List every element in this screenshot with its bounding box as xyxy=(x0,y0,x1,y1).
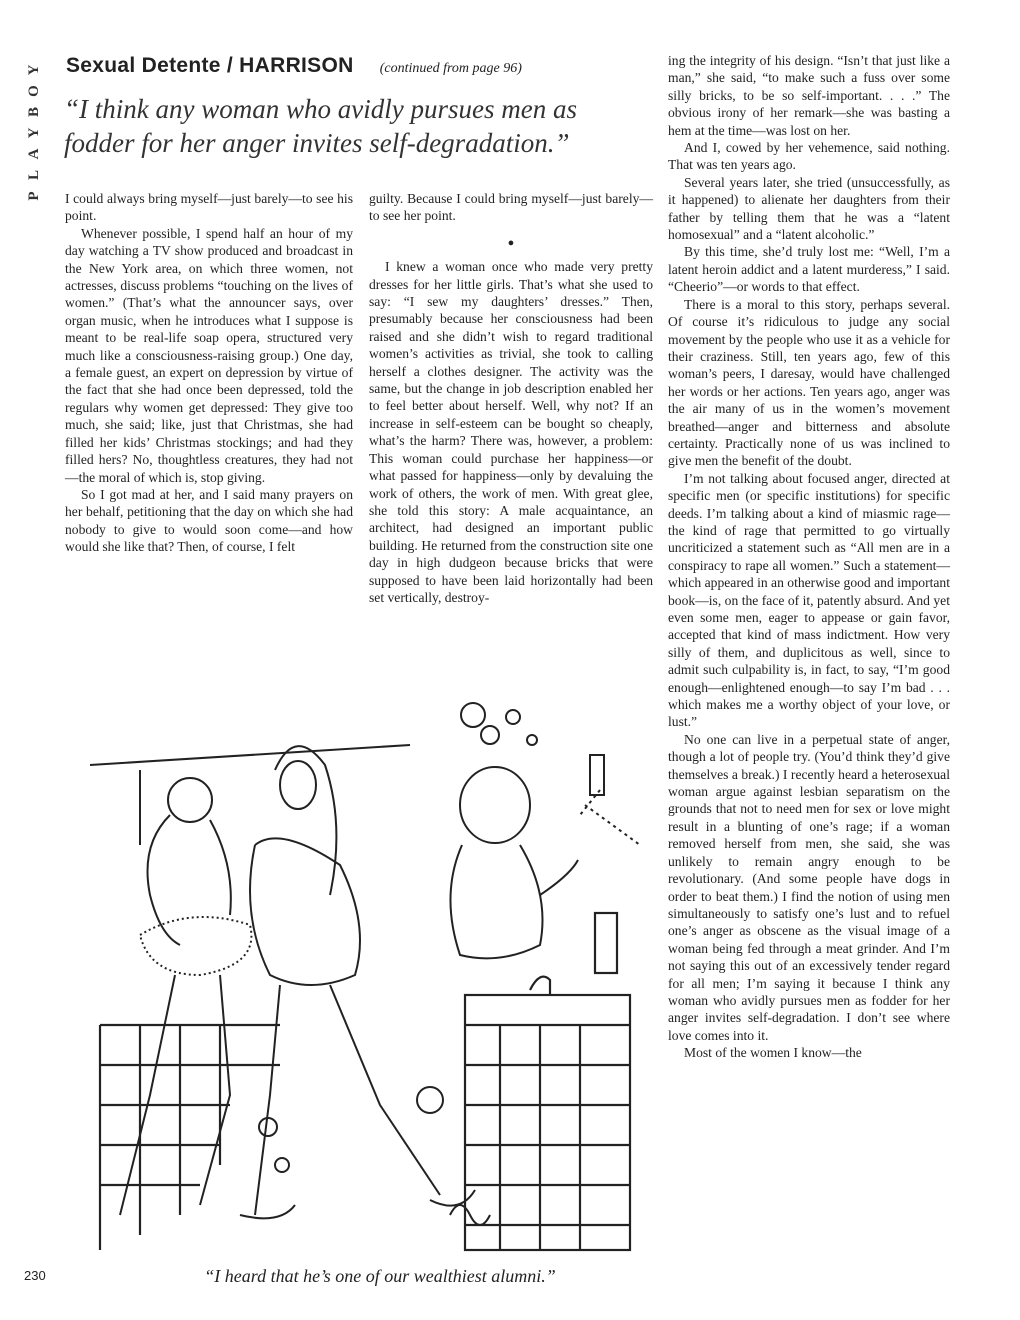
paragraph: Most of the women I know—the xyxy=(684,1045,862,1061)
bubble xyxy=(259,1118,277,1136)
continued-note: (continued from page 96) xyxy=(379,61,522,76)
column-1 xyxy=(65,190,353,556)
masthead-spine xyxy=(26,42,50,202)
showering-man xyxy=(450,755,640,958)
pull-quote: “I think any woman who avidly pursues men as fodder for her anger invites self-degradation.” xyxy=(64,94,577,158)
masthead-letter: A xyxy=(26,148,42,160)
bubble xyxy=(461,703,485,727)
bubble xyxy=(275,1158,289,1172)
masthead-letter: P xyxy=(26,191,42,201)
masthead-letter: L xyxy=(26,169,42,181)
paragraph: Whenever possible, I spend half an hour of my day watching a TV show produced and broadcast in the New York area, on which three women, not actresses, discuss problems “touching on the lives of women.” (That’s what the announcer says, over organ music, when he introduces what I suppose is meant to be real-life soap opera, structured very much like a consciousness-raising group.) One day, a female guest, an expert on depression by virtue of the fact that she had once been depressed, told the regulars why women get depressed: They give too much, she said; like, just that Christmas, she had filled her kids’ Christmas stockings; and had they filled hers? No, thoughtless creatures, they had not—the moral of which is, stop giving. xyxy=(65,225,353,485)
section-bullet: ● xyxy=(507,236,515,249)
tiled-counter xyxy=(465,913,630,1250)
paragraph: By this time, she’d truly lost me: “Well, I’m a latent heroin addict and a latent murderess,” I said. “Cheerio”—or words to that effect. xyxy=(668,244,950,295)
paragraph: No one can live in a perpetual state of anger, though a lot of people try. (You’d think they’d give themselves a break.) I recently heard a heterosexual woman argue against lesbian separatism on the grounds that not to need men for sex or love might result in a blunting of one’s rage; if a woman removed herself from men, she said, she was unlikely to remain angry enough to be revolutionary. (And some people have dogs in order to beat them.) I find the notion of using men simultaneously to satisfy one’s lust and to refuel one’s anger as obscene as the visual image of a woman being fed through a meat grinder. And I’m not saying this out of an excessively tender regard for all men; I’m saying it because I think any woman who avidly pursues men as fodder for her anger invites self-degradation. I don’t see where love comes into it. xyxy=(668,731,950,1043)
column-3 xyxy=(668,52,950,1062)
bubble xyxy=(417,1087,443,1113)
cartoon-illustration xyxy=(80,695,645,1260)
paragraph: So I got mad at her, and I said many prayers on her behalf, petitioning that the day on which she had nobody to give to would soon come—and how would she like that? Then, of course, I felt xyxy=(65,486,353,555)
woman-long-hair xyxy=(240,746,475,1218)
paragraph: guilty. Because I could bring myself—just barely—to see her point. xyxy=(369,191,653,224)
bubble xyxy=(481,726,499,744)
article-title xyxy=(66,54,360,77)
ceiling-line xyxy=(90,745,410,765)
paragraph: I could always bring myself—just barely—to see his point. xyxy=(65,191,353,224)
paragraph: ing the integrity of his design. “Isn’t that just like a man,” she said, “to make such a fuss over some silly bricks, to be so self-important. . . .” The obvious irony of her remark—she was basting a hem at the time—was lost on her. xyxy=(668,53,950,138)
title-author: HARRISON xyxy=(239,54,354,77)
title-main: Sexual Detente xyxy=(66,54,221,77)
spray-can xyxy=(595,913,617,973)
artist-signature xyxy=(450,1205,490,1225)
paragraph: I knew a woman once who made very pretty dresses for her little girls. That’s what she used to say: “I sew my daughters’ dresses.” Then, presumably because her consciousness had been raised and she didn’t wish to regard traditional women’s activities as trivial, she took to calling herself a clothes designer. The activity was the same, but the change in job description enabled her to feel better about herself. Well, why not? If an increase in self-esteem can be bought so cheaply, what’s the harm? There was, however, a problem: This woman could purchase her happiness—or what passed for happiness—only by devaluing the work of others, the work of men. With great glee, she told this story: A male acquaintance, an architect, had designed an important public building. He returned from the construction site one day in high dudgeon because bricks that were supposed to have been laid horizontally had been set vertically, destroy- xyxy=(369,259,653,605)
masthead-letter: B xyxy=(26,106,42,118)
article-header xyxy=(66,54,646,78)
cartoon-caption: “I heard that he’s one of our wealthiest alumni.” xyxy=(204,1266,556,1286)
paragraph: And I, cowed by her vehemence, said nothing. That was ten years ago. xyxy=(668,140,950,173)
bubble xyxy=(527,735,537,745)
masthead-letter: Y xyxy=(26,127,42,139)
masthead-letter: Y xyxy=(26,64,42,76)
masthead-letter: O xyxy=(26,85,42,97)
masthead-letters xyxy=(26,42,50,202)
tiled-wall-left xyxy=(100,1025,280,1250)
column-2 xyxy=(369,190,653,606)
page-number: 230 xyxy=(24,1268,46,1283)
paragraph: Several years later, she tried (unsuccessfully, as it happened) to alienate her daughters from their father by telling them that he was a “latent homosexual” and a “latent alcoholic.” xyxy=(668,174,950,243)
bubble xyxy=(506,710,520,724)
title-separator: / xyxy=(220,54,240,77)
paragraph: I’m not talking about focused anger, directed at specific men (or specific institutions) for specific deeds. I’m talking about a kind of miasmic rage—the kind of rage that permitted to go virtually uncriticized a statement such as “All men are in a conspiracy to rape all women.” Such a statement—which appeared in an otherwise good and important book—is, on the face of it, patently absurd. And yet even some men, eager to appease or gain favor, accepted that kind of mass indictment. How very silly of them, and duplicitous as well, since to admit such culpability is, in fact, to say, “I’m good enough—enlightened enough—to say I’m bad . . . which makes me a worthy object of your love, or lust.” xyxy=(668,470,950,730)
paragraph: There is a moral to this story, perhaps several. Of course it’s ridiculous to judge any social movement by the people who use it as a vehicle for their craziness. Still, ten years ago, few of this woman’s peers, I daresay, would have challenged her words or her actions. Ten years ago, anger was the air many of us in the women’s movement breathed—anger and bitterness and absolute certainty. Practically none of us was inclined to give men the benefit of the doubt. xyxy=(668,296,950,469)
